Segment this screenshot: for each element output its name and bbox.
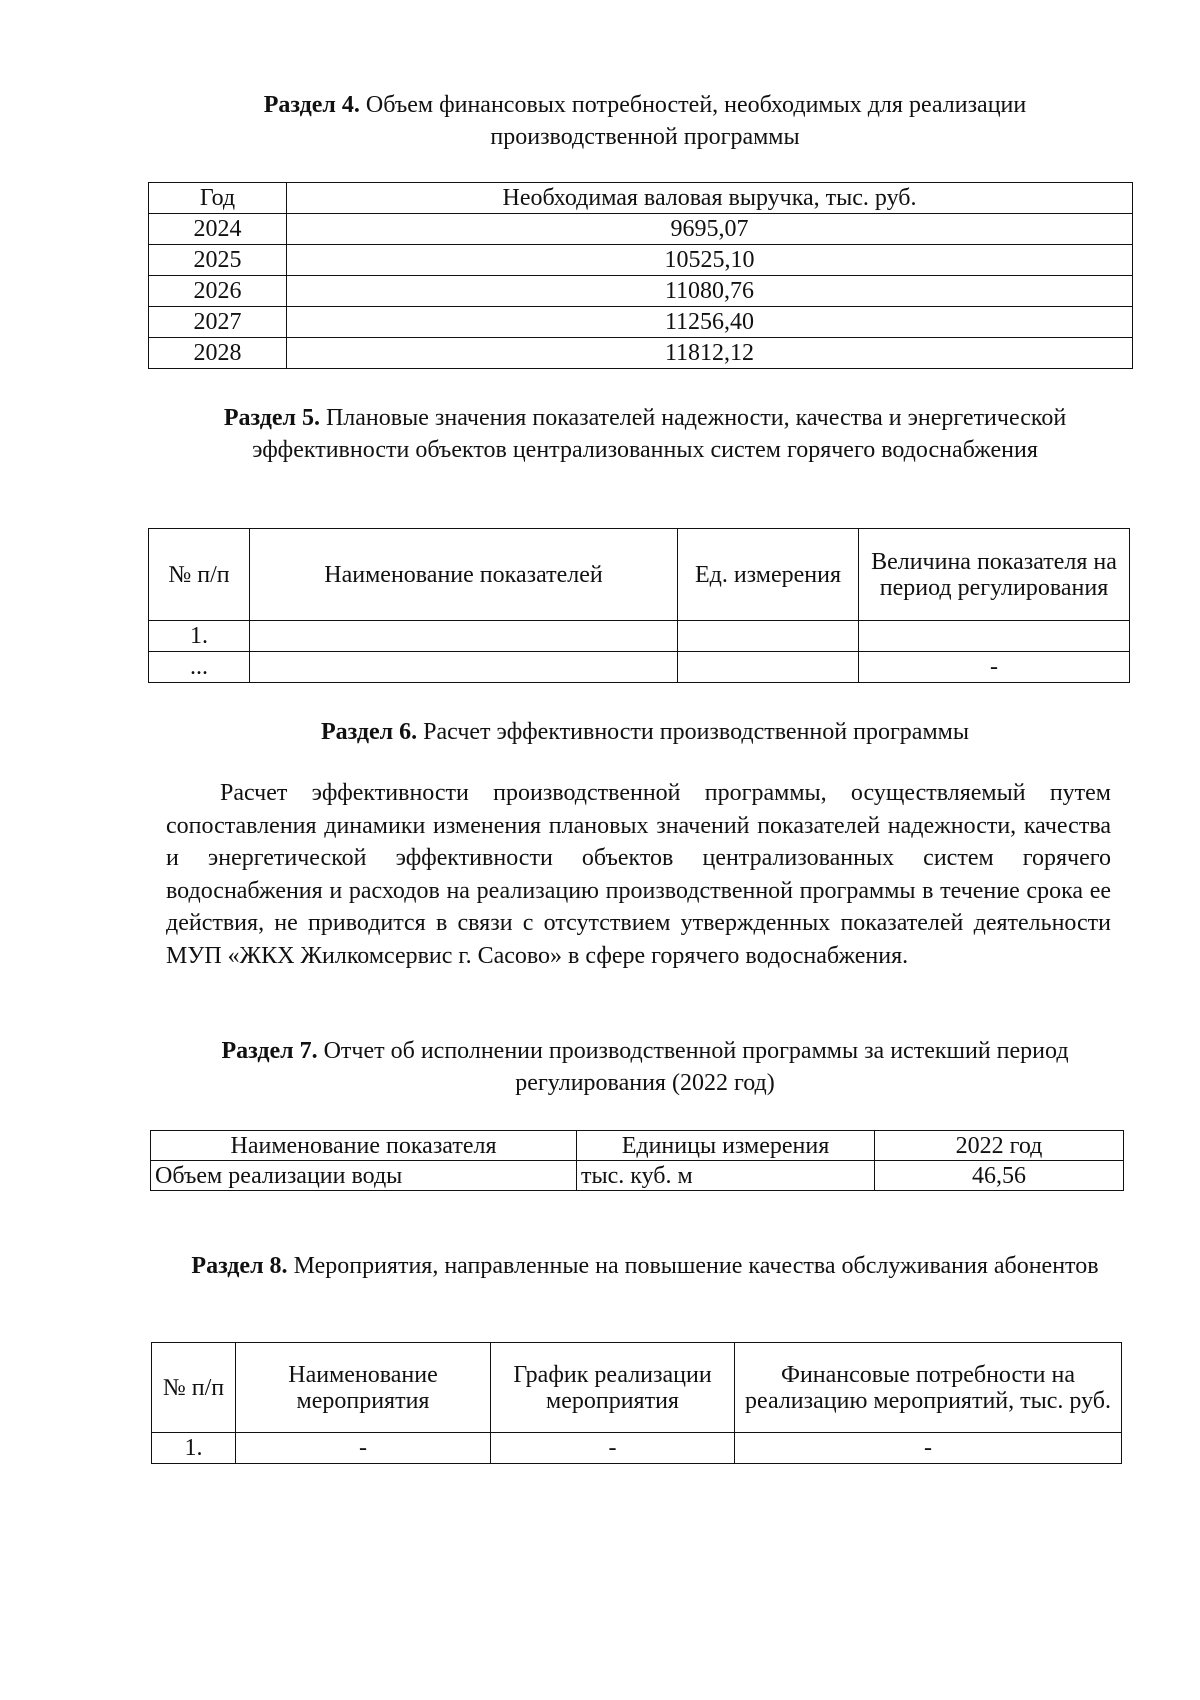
- table-row: [149, 276, 1133, 307]
- unit-cell: [678, 621, 859, 652]
- number-cell: ...: [149, 652, 250, 683]
- number-cell: 1.: [149, 621, 250, 652]
- revenue-cell: 11812,12: [287, 338, 1133, 369]
- section7-title: [170, 1035, 1120, 1099]
- header-cell: Единицы измерения: [577, 1131, 875, 1161]
- section-label: Раздел 8.: [191, 1253, 288, 1279]
- section-title-text: Мероприятия, направленные на повышение качества обслуживания абонентов: [293, 1253, 1099, 1279]
- table-header-row: [151, 1131, 1124, 1161]
- header-cell: Величина показателя на период регулирования: [859, 529, 1130, 621]
- header-cell: 2022 год: [875, 1131, 1124, 1161]
- table-row: [149, 307, 1133, 338]
- report-table: [150, 1130, 1124, 1191]
- year-cell: 2024: [149, 214, 287, 245]
- header-cell: График реализации мероприятия: [491, 1343, 735, 1433]
- header-cell: Необходимая валовая выручка, тыс. руб.: [287, 183, 1133, 214]
- table-row: [149, 621, 1130, 652]
- table-row: [149, 214, 1133, 245]
- header-cell: Финансовые потребности на реализацию мероприятий, тыс. руб.: [735, 1343, 1122, 1433]
- header-cell: Год: [149, 183, 287, 214]
- measures-table: [151, 1342, 1122, 1464]
- table-header-row: [149, 529, 1130, 621]
- revenue-cell: 11256,40: [287, 307, 1133, 338]
- section-title-text: Расчет эффективности производственной программы: [423, 719, 969, 745]
- table-row: [149, 338, 1133, 369]
- value-cell: 46,56: [875, 1161, 1124, 1191]
- measure-cell: -: [236, 1433, 491, 1464]
- table-header-row: [152, 1343, 1122, 1433]
- revenue-table: [148, 182, 1133, 369]
- table-row: [152, 1433, 1122, 1464]
- table-row: [151, 1161, 1124, 1191]
- header-cell: Наименование мероприятия: [236, 1343, 491, 1433]
- section-label: Раздел 6.: [321, 719, 418, 745]
- year-cell: 2026: [149, 276, 287, 307]
- section-label: Раздел 4.: [263, 92, 360, 118]
- table-header-row: [149, 183, 1133, 214]
- section-label: Раздел 7.: [221, 1038, 318, 1064]
- header-cell: № п/п: [152, 1343, 236, 1433]
- section6-paragraph: Расчет эффективности производственной программы, осуществляемый путем сопоставления динамики изменения плановых значений показателей надежности, качества и энергетической эффективности объектов централизованных систем горячего водоснабжения и расходов на реализацию производственной программы в течение срока ее действия, не приводится в связи с отсутствием утвержденных показателей деятельности МУП «ЖКХ Жилкомсервис г. Сасово» в сфере горячего водоснабжения.: [166, 780, 1111, 969]
- table-row: [149, 245, 1133, 276]
- finance-cell: -: [735, 1433, 1122, 1464]
- revenue-cell: 9695,07: [287, 214, 1133, 245]
- year-cell: 2028: [149, 338, 287, 369]
- section5-title: [205, 402, 1085, 466]
- schedule-cell: -: [491, 1433, 735, 1464]
- header-cell: № п/п: [149, 529, 250, 621]
- unit-cell: [678, 652, 859, 683]
- header-cell: Наименование показателей: [250, 529, 678, 621]
- section8-title: [160, 1250, 1130, 1282]
- year-cell: 2027: [149, 307, 287, 338]
- unit-cell: тыс. куб. м: [577, 1161, 875, 1191]
- year-cell: 2025: [149, 245, 287, 276]
- header-cell: Ед. измерения: [678, 529, 859, 621]
- section-label: Раздел 5.: [223, 405, 320, 431]
- number-cell: 1.: [152, 1433, 236, 1464]
- value-cell: [859, 621, 1130, 652]
- section4-title: [180, 89, 1110, 153]
- indicator-cell: Объем реализации воды: [151, 1161, 577, 1191]
- table-row: [149, 652, 1130, 683]
- name-cell: [250, 621, 678, 652]
- header-cell: Наименование показателя: [151, 1131, 577, 1161]
- section-title-text: Объем финансовых потребностей, необходимых для реализации производственной программы: [365, 92, 1027, 150]
- revenue-cell: 10525,10: [287, 245, 1133, 276]
- section-title-text: Плановые значения показателей надежности, качества и энергетической эффективности объектов централизованных систем горячего водоснабжения: [252, 405, 1067, 463]
- section-title-text: Отчет об исполнении производственной программы за истекший период регулирования (2022 год): [323, 1038, 1069, 1096]
- value-cell: -: [859, 652, 1130, 683]
- indicators-table: [148, 528, 1130, 683]
- section6-title: [150, 716, 1140, 748]
- revenue-cell: 11080,76: [287, 276, 1133, 307]
- name-cell: [250, 652, 678, 683]
